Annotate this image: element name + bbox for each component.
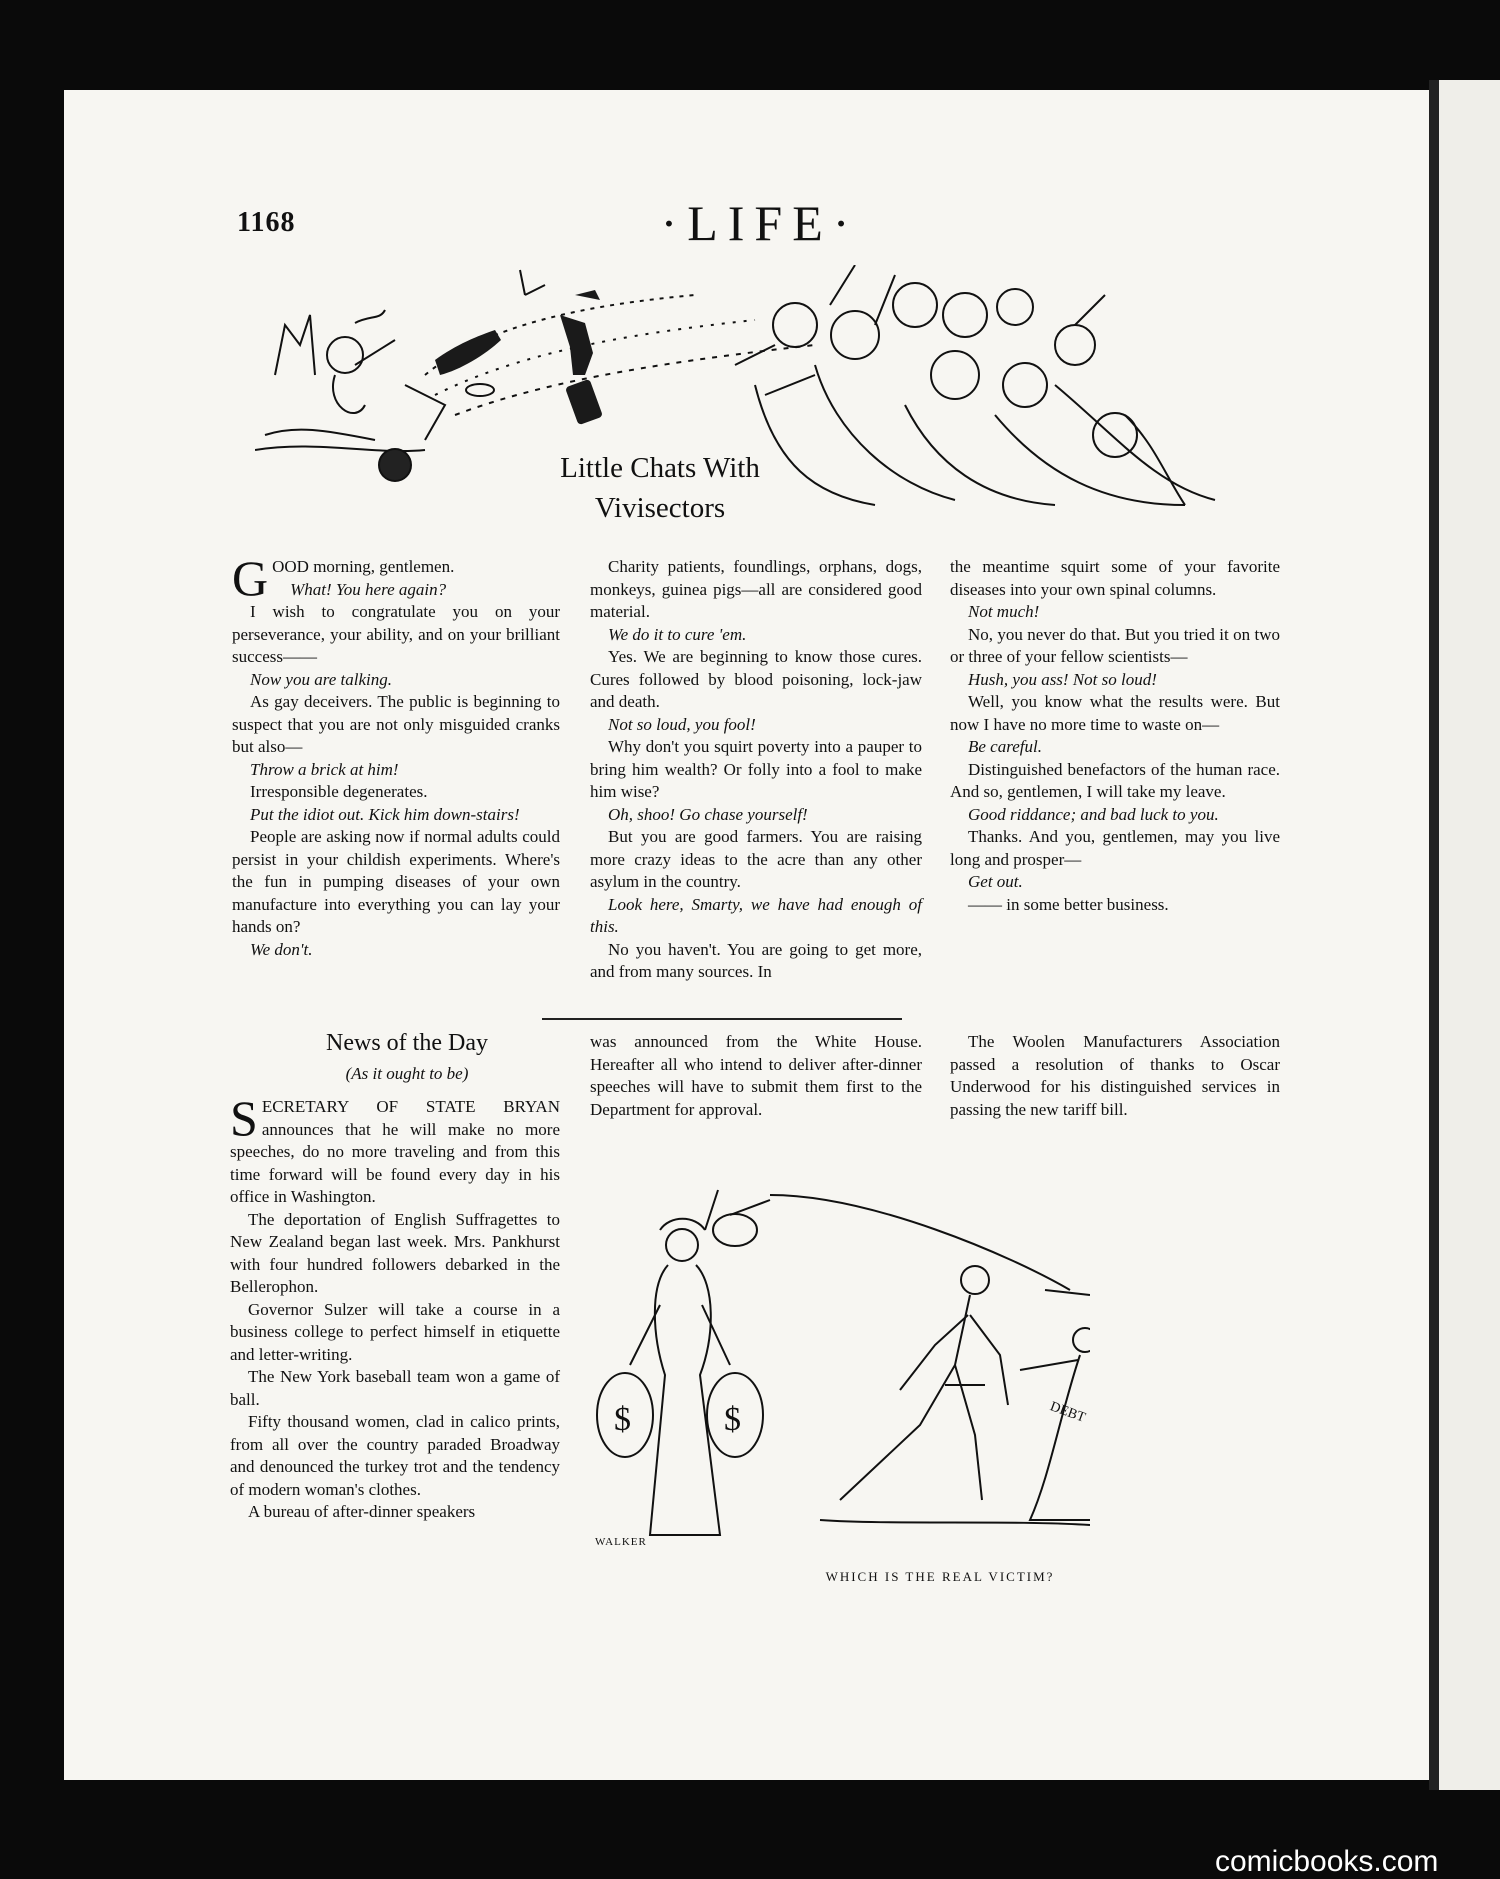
- news-column-3: [950, 1031, 1280, 1121]
- paragraph: —— in some better business.: [968, 894, 1169, 914]
- section-divider: [542, 1018, 902, 1020]
- paragraph: Look here, Smarty, we have had enough of this.: [590, 894, 922, 936]
- paragraph: Oh, shoo! Go chase yourself!: [608, 804, 808, 824]
- paragraph: We do it to cure 'em.: [608, 624, 747, 644]
- paragraph: Fifty thousand women, clad in calico prints, from all over the country paraded Broadway and denounced the turkey trot and the tendency of modern woman's clothes.: [230, 1412, 560, 1499]
- paragraph: A bureau of after-dinner speakers: [248, 1502, 476, 1521]
- adjacent-page-edge: [1429, 80, 1500, 1790]
- title-line2: Vivisectors: [594, 492, 726, 524]
- paragraph: Governor Sulzer will take a course in a business college to perfect himself in etiquette and letter-writing.: [230, 1299, 560, 1364]
- article-subtitle-news: (As it ought to be): [345, 1064, 469, 1083]
- paragraph: Not so loud, you fool!: [608, 714, 756, 734]
- paragraph: Irresponsible degenerates.: [250, 782, 428, 801]
- paragraph: As gay deceivers. The public is beginning to suspect that you are not only misguided cranks but also—: [232, 692, 560, 756]
- masthead: ·LIFE·: [660, 195, 860, 251]
- real-victim-cartoon: [590, 1175, 1090, 1555]
- paragraph: Well, you know what the results were. But now I have no more time to waste on—: [950, 692, 1280, 734]
- artist-signature: WALKER: [595, 1536, 647, 1548]
- paragraph: Not much!: [968, 602, 1040, 621]
- paragraph: Get out.: [968, 872, 1023, 891]
- paragraph: But you are good farmers. You are raising more crazy ideas to the acre than any other asylum in the country.: [590, 827, 922, 891]
- paragraph: Yes. We are beginning to know those cures. Cures followed by blood poisoning, lock-jaw and death.: [590, 647, 922, 711]
- drop-cap: S: [230, 1090, 258, 1146]
- paragraph: OOD morning, gentlemen.: [272, 557, 455, 576]
- money-bag-left-symbol: $: [614, 1401, 631, 1438]
- paragraph: Why don't you squirt poverty into a pauper to bring him wealth? Or folly into a fool to make him wise?: [590, 737, 922, 801]
- paragraph: People are asking now if normal adults could persist in your childish experiments. Where's the fun in pumping diseases of your own manufacture into everything you can lay your hands on?: [232, 827, 560, 936]
- paragraph: the meantime squirt some of your favorite diseases into your own spinal columns.: [950, 557, 1280, 599]
- paragraph: The Woolen Manufacturers Association passed a resolution of thanks to Oscar Underwood for his distinguished services in passing the new tariff bill.: [950, 1032, 1280, 1119]
- cartoon-caption: WHICH IS THE REAL VICTIM?: [825, 1569, 1055, 1584]
- drop-cap: G: [232, 550, 269, 606]
- paragraph: Be careful.: [968, 737, 1042, 756]
- paragraph: The deportation of English Suffragettes to New Zealand began last week. Mrs. Pankhurst with four hundred followers debarked in the Bellerophon.: [230, 1209, 560, 1296]
- money-bag-right-symbol: $: [724, 1401, 741, 1438]
- paragraph: Hush, you ass! Not so loud!: [968, 669, 1157, 689]
- paragraph: was announced from the White House. Hereafter all who intend to deliver after-dinner speeches will have to submit them first to the Department for approval.: [590, 1032, 922, 1119]
- paragraph: No you haven't. You are going to get more, and from many sources. In: [590, 939, 922, 981]
- paragraph: Thanks. And you, gentlemen, may you live long and prosper—: [950, 827, 1280, 869]
- paragraph: Distinguished benefactors of the human race. And so, gentlemen, I will take my leave.: [950, 759, 1280, 801]
- paragraph: Charity patients, foundlings, orphans, dogs, monkeys, guinea pigs—all are considered good material.: [590, 557, 922, 621]
- debt-sign: DEBT: [1047, 1399, 1088, 1426]
- vivisectors-column-1: [232, 550, 560, 961]
- paragraph: The New York baseball team won a game of ball.: [230, 1367, 560, 1409]
- article-title-vivisectors: [520, 448, 800, 528]
- paragraph: Good riddance; and bad luck to you.: [968, 804, 1219, 824]
- vivisectors-column-2: [590, 556, 922, 984]
- paragraph: I wish to congratulate you on your perseverance, your ability, and on your brilliant success——: [232, 602, 560, 666]
- paragraph: We don't.: [250, 939, 313, 959]
- site-watermark: comicbooks.com: [1215, 1845, 1439, 1878]
- paragraph: What! You here again?: [290, 579, 447, 599]
- vivisectors-column-3: [950, 556, 1280, 916]
- paragraph: ECRETARY OF STATE BRYAN announces that he will make no more speeches, do no more traveling and from this time forward will be found every day in his office in Washington.: [230, 1097, 560, 1206]
- page-number: 1168: [237, 207, 296, 238]
- paragraph: Throw a brick at him!: [250, 759, 399, 779]
- article-title-news: News of the Day: [326, 1030, 488, 1056]
- paragraph: Now you are talking.: [250, 669, 392, 689]
- paragraph: Put the idiot out. Kick him down-stairs!: [250, 804, 520, 824]
- paragraph: No, you never do that. But you tried it on two or three of your fellow scientists—: [950, 624, 1280, 666]
- news-column-1: [230, 1090, 560, 1524]
- title-line1: Little Chats With: [560, 452, 760, 484]
- news-column-2: [590, 1031, 922, 1121]
